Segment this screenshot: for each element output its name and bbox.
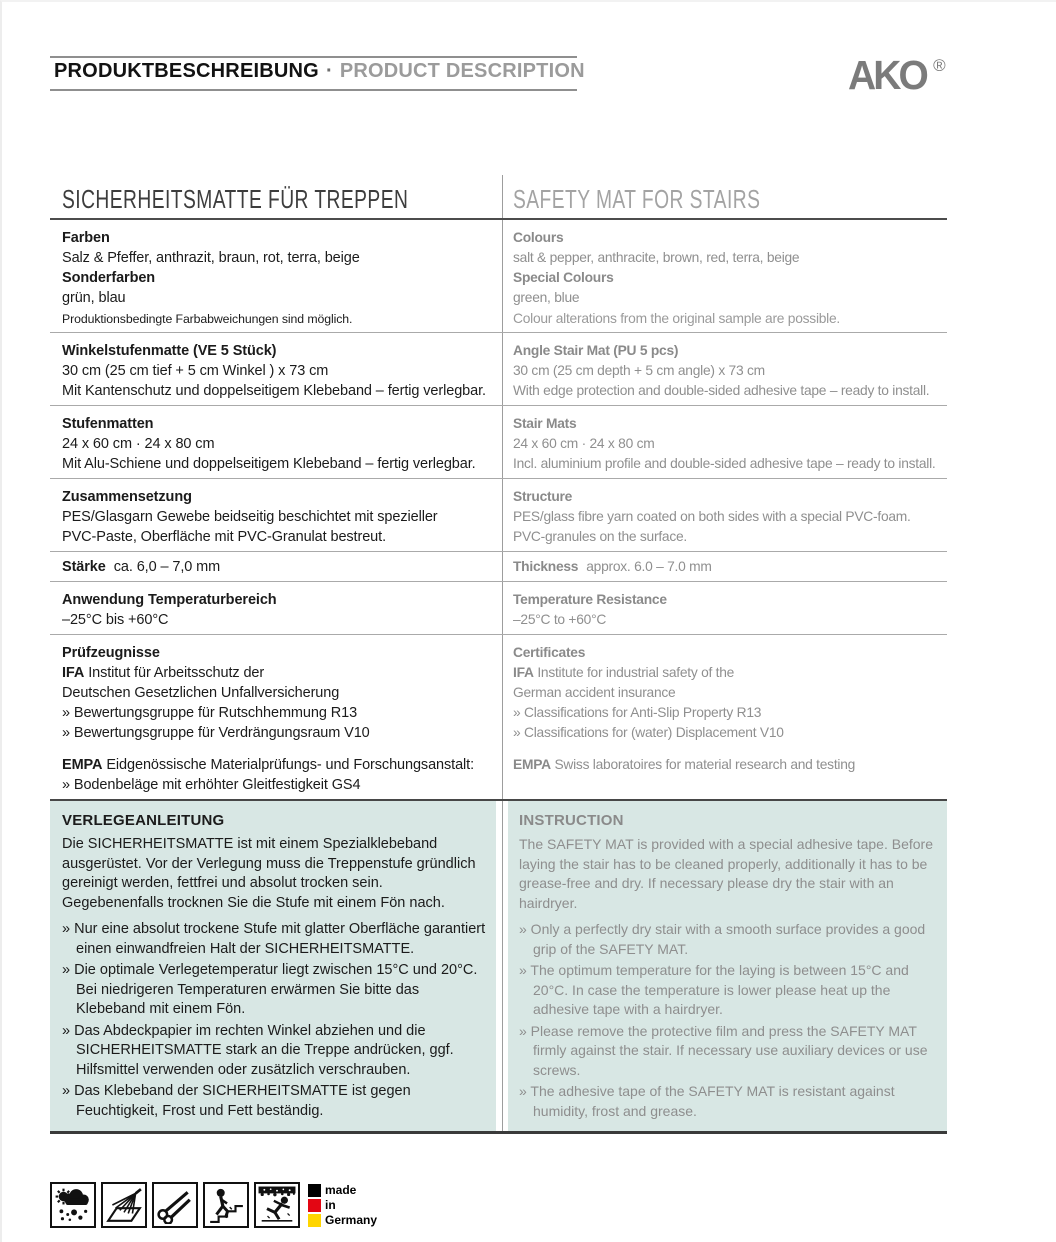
table-row-thickness bbox=[50, 552, 947, 582]
ifa-abbr-de: IFA bbox=[62, 665, 85, 681]
instruction-section bbox=[50, 799, 947, 1134]
slip-hazard-icon bbox=[254, 1182, 300, 1228]
instruction-bullet-de: » Die optimale Verlegetemperatur liegt zwischen 15°C und 20°C. Bei niedrigeren Temperaturen erwärmen Sie bitte das Klebeband mit einem Fön. bbox=[62, 962, 478, 1017]
flag-black-square bbox=[308, 1184, 321, 1197]
table-row-stair-mats bbox=[50, 406, 947, 479]
instruction-box-de bbox=[50, 801, 496, 1131]
stair-mats-label-en: Stair Mats bbox=[513, 416, 577, 431]
table-row-colours bbox=[50, 220, 947, 333]
structure-label-en: Structure bbox=[513, 489, 573, 504]
temperature-value-de: –25°C bis +60°C bbox=[62, 612, 169, 628]
certificates-label-de: Prüfzeugnisse bbox=[62, 645, 160, 661]
temperature-label-en: Temperature Resistance bbox=[513, 592, 667, 607]
angle-mat-info-de: Mit Kantenschutz und doppelseitigem Klebeband – fertig verlegbar. bbox=[62, 383, 486, 399]
structure-text2-en: PVC-granules on the surface. bbox=[513, 529, 687, 544]
instruction-title-en: INSTRUCTION bbox=[519, 812, 624, 829]
instruction-bullet-de: » Das Klebeband der SICHERHEITSMATTE ist gegen Feuchtigkeit, Frost und Fett beständig. bbox=[62, 1083, 411, 1119]
ako-logo bbox=[848, 52, 946, 99]
made-in-label: in bbox=[325, 1198, 336, 1212]
empa-text-en: Swiss laboratoires for material research and testing bbox=[554, 757, 856, 772]
section-title-en: SAFETY MAT FOR STAIRS bbox=[513, 184, 761, 214]
cuttable-scissors-icon bbox=[152, 1182, 198, 1228]
page-title bbox=[54, 60, 585, 83]
stairs-use-icon bbox=[203, 1182, 249, 1228]
instruction-bullet-de: » Das Abdeckpapier im rechten Winkel abziehen und die SICHERHEITSMATTE stark an die Treppe andrücken, ggf. Hilfsmittel verwenden oder zusätzlich verschrauben. bbox=[62, 1022, 454, 1078]
instruction-bullet-en: » The optimum temperature for the laying is between 15°C and 20°C. In case the temperature is lower please heat up the adhesive tape with a hairdryer. bbox=[519, 962, 909, 1017]
colours-label-en: Colours bbox=[513, 230, 564, 245]
ifa-text2-en: German accident insurance bbox=[513, 685, 676, 700]
structure-text1-de: PES/Glasgarn Gewebe beidseitig beschichtet mit spezieller bbox=[62, 509, 438, 525]
table-row-certificates bbox=[50, 635, 947, 799]
instruction-bullet-en: » The adhesive tape of the SAFETY MAT is resistant against humidity, frost and grease. bbox=[519, 1083, 895, 1119]
certificates-bullet2-en: » Classifications for (water) Displacement V10 bbox=[513, 725, 784, 740]
structure-text2-de: PVC-Paste, Oberfläche mit PVC-Granulat bestreut. bbox=[62, 529, 386, 545]
temperature-value-en: –25°C to +60°C bbox=[513, 612, 607, 627]
stair-mats-label-de: Stufenmatten bbox=[62, 416, 154, 432]
washable-icon bbox=[101, 1182, 147, 1228]
empa-abbr-en: EMPA bbox=[513, 757, 551, 772]
instruction-bullet-en: » Only a perfectly dry stair with a smooth surface provides a good grip of the SAFETY MAT. bbox=[519, 921, 926, 957]
empa-text-de: Eidgenössische Materialprüfungs- und Forschungsanstalt: bbox=[106, 757, 475, 773]
flag-yellow-square bbox=[308, 1214, 321, 1227]
registered-trademark-icon: ® bbox=[933, 56, 946, 75]
empa-abbr-de: EMPA bbox=[62, 757, 103, 773]
certificates-bullet1-de: » Bewertungsgruppe für Rutschhemmung R13 bbox=[62, 705, 358, 721]
ifa-text2-de: Deutschen Gesetzlichen Unfallversicherung bbox=[62, 685, 340, 701]
header-rule-top bbox=[50, 56, 577, 58]
colours-label-de: Farben bbox=[62, 230, 110, 246]
table-row-titles bbox=[50, 175, 947, 220]
certificates-bullet3-de: » Bodenbeläge mit erhöhter Gleitfestigkeit GS4 bbox=[62, 777, 361, 793]
instruction-bullet-en: » Please remove the protective film and press the SAFETY MAT firmly against the stair. If necessary use auxiliary devices or use screws. bbox=[519, 1022, 928, 1078]
made-in-germany-mark bbox=[308, 1183, 377, 1228]
certificates-bullet1-en: » Classifications for Anti-Slip Property R13 bbox=[513, 705, 762, 720]
stair-mats-info-en: Incl. aluminium profile and double-sided adhesive tape – ready to install. bbox=[513, 456, 936, 471]
colours-text-de: Salz & Pfeffer, anthrazit, braun, rot, terra, beige bbox=[62, 250, 360, 266]
weather-resistant-icon bbox=[50, 1182, 96, 1228]
certificates-label-en: Certificates bbox=[513, 645, 586, 660]
special-colours-label-de: Sonderfarben bbox=[62, 270, 156, 286]
table-row-angle-mat bbox=[50, 333, 947, 406]
spec-table bbox=[50, 175, 947, 1134]
certificates-bullet2-de: » Bewertungsgruppe für Verdrängungsraum V10 bbox=[62, 725, 370, 741]
ifa-text-en: Institute for industrial safety of the bbox=[537, 665, 735, 680]
instruction-box-en bbox=[508, 801, 947, 1131]
stair-mats-size-en: 24 x 60 cm · 24 x 80 cm bbox=[513, 436, 655, 451]
colours-text-en: salt & pepper, anthracite, brown, red, terra, beige bbox=[513, 250, 800, 265]
angle-mat-size-de: 30 cm (25 cm tief + 5 cm Winkel ) x 73 cm bbox=[62, 363, 329, 379]
ifa-text-de: Institut für Arbeitsschutz der bbox=[88, 665, 265, 681]
instruction-title-de: VERLEGEANLEITUNG bbox=[62, 812, 225, 829]
page-title-en: PRODUCT DESCRIPTION bbox=[339, 60, 585, 82]
flag-red-square bbox=[308, 1199, 321, 1212]
table-row-structure bbox=[50, 479, 947, 552]
thickness-value-de: ca. 6,0 – 7,0 mm bbox=[113, 559, 221, 575]
stair-mats-size-de: 24 x 60 cm · 24 x 80 cm bbox=[62, 436, 215, 452]
angle-mat-info-en: With edge protection and double-sided adhesive tape – ready to install. bbox=[513, 383, 930, 398]
temperature-label-de: Anwendung Temperaturbereich bbox=[62, 592, 277, 608]
angle-mat-label-en: Angle Stair Mat (PU 5 pcs) bbox=[513, 343, 679, 358]
special-colours-label-en: Special Colours bbox=[513, 270, 614, 285]
made-in-label: made bbox=[325, 1183, 357, 1197]
colours-note-de: Produktionsbedingte Farbabweichungen sind möglich. bbox=[62, 312, 353, 326]
ako-logo-text: AKO bbox=[848, 52, 927, 98]
special-colours-text-de: grün, blau bbox=[62, 290, 126, 306]
angle-mat-label-de: Winkelstufenmatte (VE 5 Stück) bbox=[62, 343, 277, 359]
section-title-de: SICHERHEITSMATTE FÜR TREPPEN bbox=[62, 184, 409, 214]
title-separator: · bbox=[325, 60, 333, 82]
structure-text1-en: PES/glass fibre yarn coated on both sides with a special PVC-foam. bbox=[513, 509, 911, 524]
structure-label-de: Zusammensetzung bbox=[62, 489, 192, 505]
angle-mat-size-en: 30 cm (25 cm depth + 5 cm angle) x 73 cm bbox=[513, 363, 765, 378]
colours-note-en: Colour alterations from the original sample are possible. bbox=[513, 311, 841, 326]
thickness-label-en: Thickness bbox=[513, 559, 579, 574]
thickness-label-de: Stärke bbox=[62, 559, 106, 575]
thickness-value-en: approx. 6.0 – 7.0 mm bbox=[586, 559, 712, 574]
ifa-abbr-en: IFA bbox=[513, 665, 534, 680]
page-title-de: PRODUKTBESCHREIBUNG bbox=[54, 60, 319, 82]
stair-mats-info-de: Mit Alu-Schiene und doppelseitigem Klebeband – fertig verlegbar. bbox=[62, 456, 476, 472]
table-row-temperature bbox=[50, 582, 947, 635]
made-in-label: Germany bbox=[325, 1213, 378, 1227]
instruction-intro-de: Die SICHERHEITSMATTE ist mit einem Spezialklebeband ausgerüstet. Vor der Verlegung muss die Treppenstufe gründlich gereinigt werden, fettfrei und absolut trocken sein. Gegebenenfalls trocknen Sie die Stufe mit einem Fön nach. bbox=[62, 836, 476, 911]
header-rule-bottom bbox=[50, 89, 577, 91]
footer-pictograms bbox=[50, 1182, 377, 1228]
instruction-bullet-de: » Nur eine absolut trockene Stufe mit glatter Oberfläche garantiert einen einwandfreien Halt der SICHERHEITSMATTE. bbox=[62, 921, 486, 957]
instruction-intro-en: The SAFETY MAT is provided with a special adhesive tape. Before laying the stair has to be cleaned properly, additionally it has to be grease-free and dry. If necessary please dry the stair with an hairdryer. bbox=[519, 836, 933, 911]
special-colours-text-en: green, blue bbox=[513, 290, 580, 305]
